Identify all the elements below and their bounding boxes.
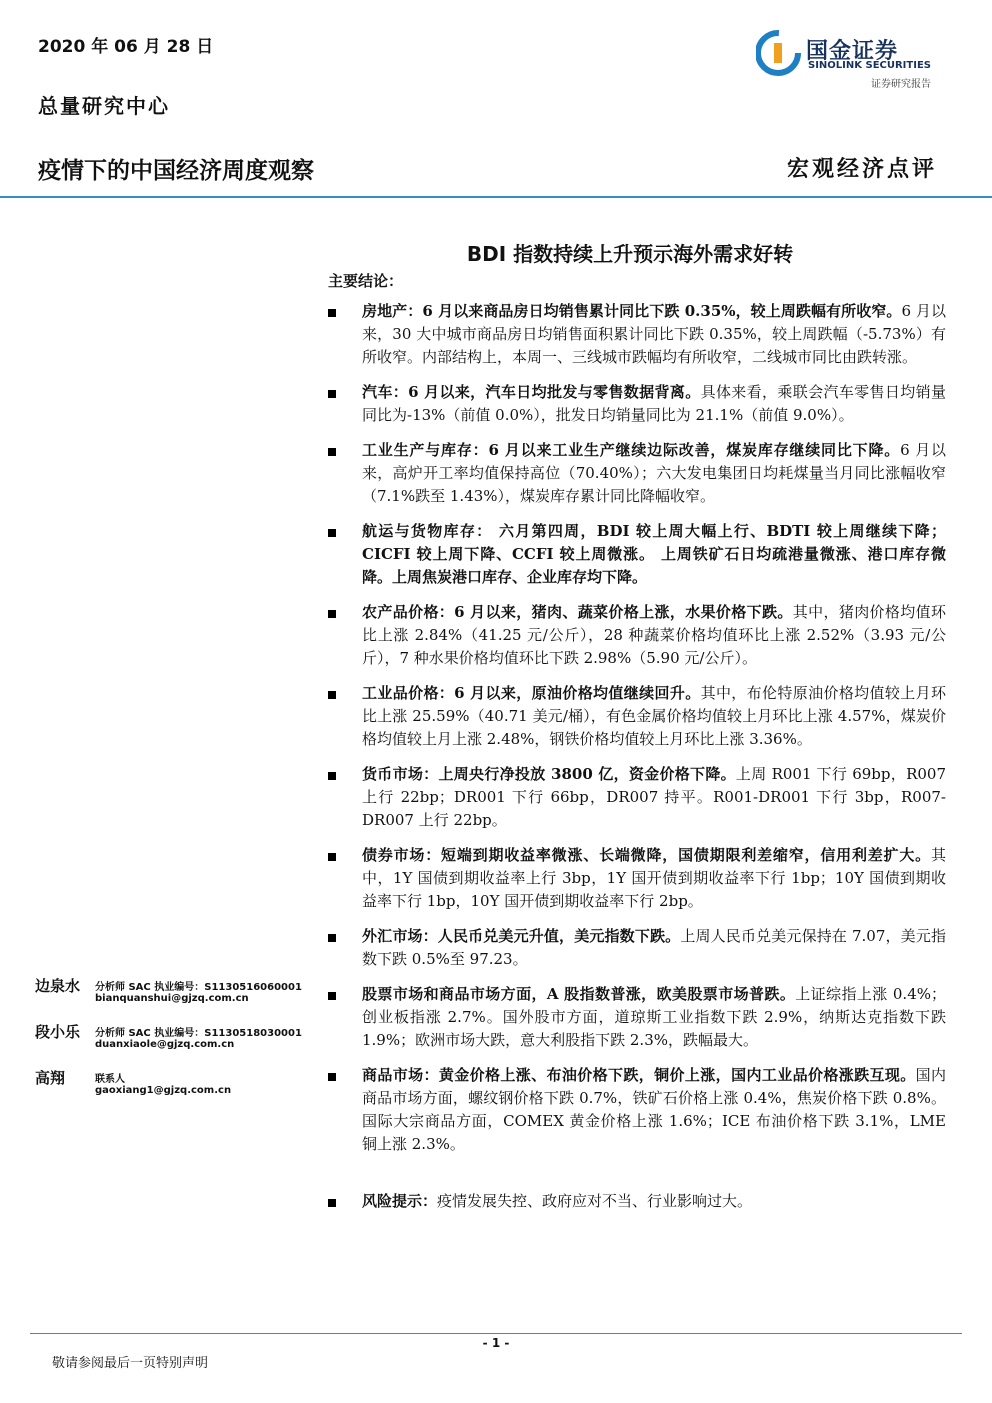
analyst-card bbox=[35, 1021, 305, 1067]
analyst-email[interactable]: gaoxiang1@gjzq.com.cn bbox=[95, 1085, 232, 1096]
company-logo bbox=[756, 30, 956, 90]
report-title: 疫情下的中国经济周度观察 bbox=[38, 158, 314, 184]
analyst-role: 分析师 SAC 执业编号：S1130518030001 bbox=[95, 1028, 302, 1039]
risk-warning: 风险提示：疫情发展失控、政府应对不当、行业影响过大。 bbox=[328, 1190, 946, 1213]
analyst-role: 分析师 SAC 执业编号：S1130516060001 bbox=[95, 982, 302, 993]
conclusion-label: 主要结论： bbox=[328, 272, 404, 290]
analyst-email[interactable]: bianquanshui@gjzq.com.cn bbox=[95, 993, 249, 1004]
analyst-name: 高翔 bbox=[35, 1069, 66, 1087]
analyst-name: 边泉水 bbox=[35, 977, 81, 995]
analyst-name: 段小乐 bbox=[35, 1023, 81, 1041]
logo-subtitle: 证券研究报告 bbox=[871, 79, 931, 90]
logo-text-cn: 国金证券 bbox=[806, 39, 899, 64]
report-type: 宏观经济点评 bbox=[786, 156, 937, 182]
analyst-card bbox=[35, 975, 305, 1021]
analyst-role: 联系人 bbox=[95, 1074, 125, 1085]
list-item: 股票市场和商品市场方面，A 股指数普涨，欧美股票市场普跌。上证综指上涨 0.4%；创业板指涨 2.7%。国外股市方面，道琼斯工业指数下跌 2.9%，纳斯达克指数下跌 1.9%；欧洲市场大跌，意大利股指下跌 2.3%，跌幅最大。 bbox=[328, 983, 946, 1052]
list-item: 农产品价格：6 月以来，猪肉、蔬菜价格上涨，水果价格下跌。其中，猪肉价格均值环比上涨 2.84%（41.25 元/公斤），28 种蔬菜价格均值环比上涨 2.52%（3.93 元/公斤），7 种水果价格均值环比下跌 2.98%（5.90 元/公斤）。 bbox=[328, 601, 946, 670]
list-item: 工业生产与库存：6 月以来工业生产继续边际改善，煤炭库存继续同比下降。6 月以来，高炉开工率均值保持高位（70.40%）；六大发电集团日均耗煤量当月同比涨幅收窄（7.1%跌至 1.43%），煤炭库存累计同比降幅收窄。 bbox=[328, 439, 946, 508]
analyst-list bbox=[35, 975, 305, 1113]
list-item: 汽车：6 月以来，汽车日均批发与零售数据背离。具体来看，乘联会汽车零售日均销量同比为-13%（前值 0.0%），批发日均销量同比为 21.1%（前值 9.0%）。 bbox=[328, 381, 946, 427]
footer-divider bbox=[30, 1333, 962, 1334]
list-item: 货币市场：上周央行净投放 3800 亿，资金价格下降。上周 R001 下行 69bp，R007 上行 22bp；DR001 下行 66bp，DR007 持平。R001-DR001 下行 3bp，R007-DR007 上行 22bp。 bbox=[328, 763, 946, 832]
footer-disclaimer: 敬请参阅最后一页特别声明 bbox=[52, 1356, 209, 1371]
report-date: 2020 年 06 月 28 日 bbox=[38, 37, 214, 57]
list-item: 工业品价格：6 月以来，原油价格均值继续回升。其中，布伦特原油价格均值较上月环比上涨 25.59%（40.71 美元/桶），有色金属价格均值较上月环比上涨 4.57%，煤炭价格均值较上月上涨 2.48%，钢铁价格均值较上月环比上涨 3.36%。 bbox=[328, 682, 946, 751]
list-item: 航运与货物库存： 六月第四周，BDI 较上周大幅上行、BDTI 较上周继续下降；CICFI 较上周下降、CCFI 较上周微涨。 上周铁矿石日均疏港量微涨、港口库存微降。上周焦炭港口库存、企业库存均下降。 bbox=[328, 520, 946, 589]
analyst-card bbox=[35, 1067, 305, 1113]
main-title: BDI 指数持续上升预示海外需求好转 bbox=[466, 242, 794, 266]
conclusion-list bbox=[328, 300, 946, 1225]
list-item: 商品市场：黄金价格上涨、布油价格下跌，铜价上涨，国内工业品价格涨跌互现。国内商品市场方面，螺纹钢价格下跌 0.7%，铁矿石价格上涨 0.4%，焦炭价格下跌 0.8%。国际大宗商品方面，COMEX 黄金价格上涨 1.6%；ICE 布油价格下跌 3.1%，LME 铜上涨 2.3%。 bbox=[328, 1064, 946, 1156]
list-item: 债券市场：短端到期收益率微涨、长端微降，国债期限利差缩窄，信用利差扩大。其中，1Y 国债到期收益率上行 3bp，1Y 国开债到期收益率下行 1bp；10Y 国债到期收益率下行 1bp，10Y 国开债到期收益率下行 2bp。 bbox=[328, 844, 946, 913]
logo-text-en: SINOLINK SECURITIES bbox=[808, 60, 931, 71]
analyst-email[interactable]: duanxiaole@gjzq.com.cn bbox=[95, 1039, 235, 1050]
list-item: 房地产：6 月以来商品房日均销售累计同比下跌 0.35%，较上周跌幅有所收窄。6 月以来，30 大中城市商品房日均销售面积累计同比下跌 0.35%，较上周跌幅（-5.73%）有所收窄。内部结构上，本周一、三线城市跌幅均有所收窄，二线城市同比由跌转涨。 bbox=[328, 300, 946, 369]
page-number: - 1 - bbox=[482, 1336, 510, 1350]
research-center: 总量研究中心 bbox=[38, 94, 170, 118]
logo-mark-icon bbox=[756, 30, 802, 76]
header-divider bbox=[0, 196, 992, 198]
list-item: 外汇市场：人民币兑美元升值，美元指数下跌。上周人民币兑美元保持在 7.07，美元指数下跌 0.5%至 97.23。 bbox=[328, 925, 946, 971]
